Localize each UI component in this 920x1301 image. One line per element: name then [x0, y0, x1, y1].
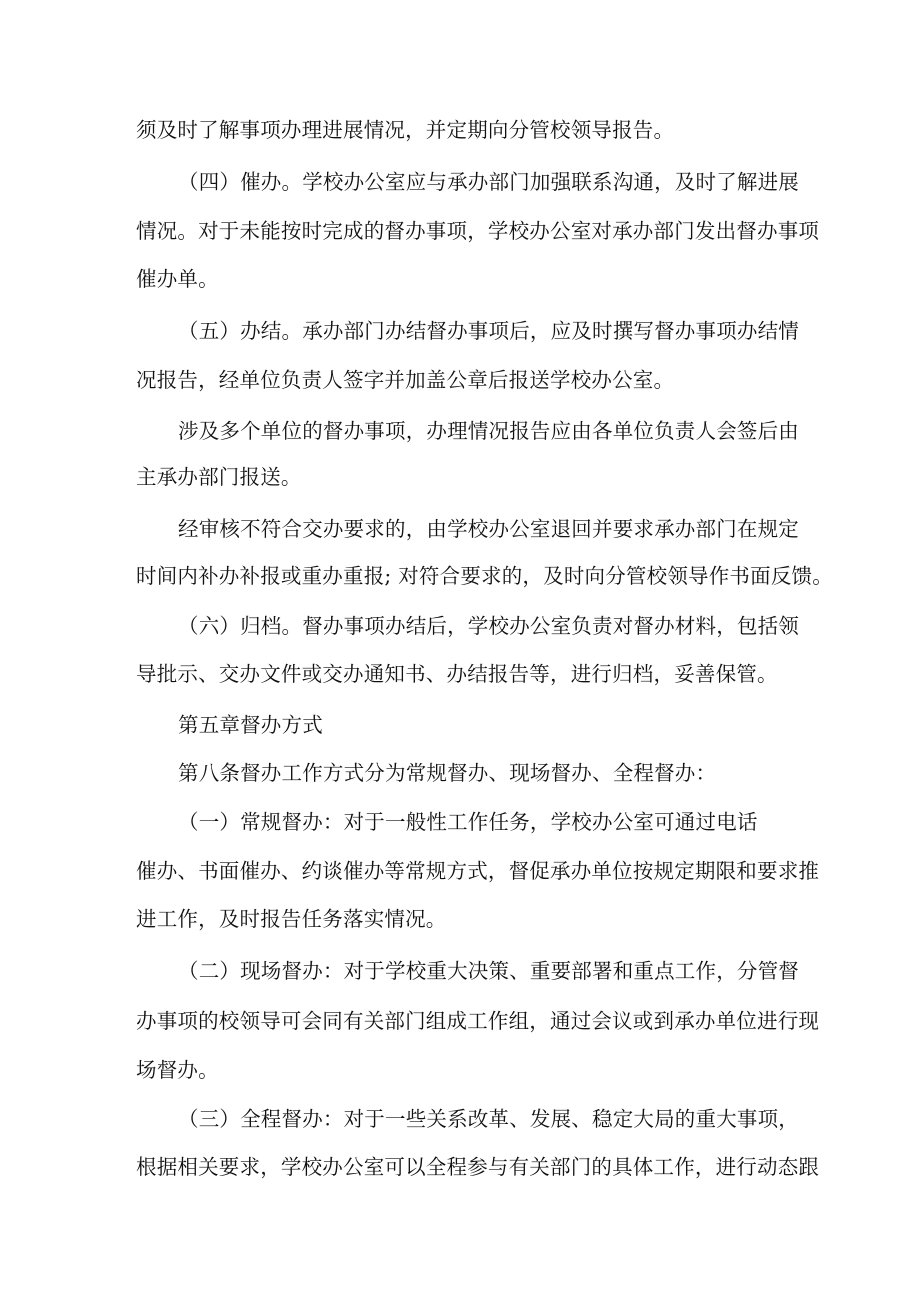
text-line: 根据相关要求，学校办公室可以全程参与有关部门的具体工作，进行动态跟	[136, 1155, 820, 1179]
text-line: 况报告，经单位负责人签字并加盖公章后报送学校办公室。	[136, 368, 675, 392]
text-line: 情况。对于未能按时完成的督办事项，学校办公室对承办部门发出督办事项	[136, 219, 820, 243]
text-line: 催办单。	[136, 267, 219, 291]
text-line: 场督办。	[136, 1058, 219, 1082]
text-line: 进工作，及时报告任务落实情况。	[136, 907, 447, 931]
text-line: （三）全程督办：对于一些关系改革、发展、稳定大局的重大事项，	[178, 1107, 799, 1131]
text-line: 涉及多个单位的督办事项，办理情况报告应由各单位负责人会签后由	[178, 419, 799, 443]
text-line: 时间内补办补报或重办重报; 对符合要求的，及时向分管校领导作书面反馈。	[136, 564, 833, 588]
text-line: （二）现场督办：对于学校重大决策、重要部署和重点工作，分管督	[178, 959, 799, 983]
text-line: （五）办结。承办部门办结督办事项后，应及时撰写督办事项办结情	[178, 319, 799, 343]
chapter-heading: 第五章督办方式	[178, 713, 323, 737]
text-line: （四）催办。学校办公室应与承办部门加强联系沟通，及时了解进展	[178, 170, 799, 194]
text-line: 办事项的校领导可会同有关部门组成工作组，通过会议或到承办单位进行现	[136, 1009, 820, 1033]
article-heading: 第八条督办工作方式分为常规督办、现场督办、全程督办：	[178, 761, 717, 785]
text-line: 催办、书面催办、约谈催办等常规方式，督促承办单位按规定期限和要求推	[136, 859, 820, 883]
text-line: 主承办部门报送。	[136, 465, 302, 489]
text-line: （一）常规督办：对于一般性工作任务，学校办公室可通过电话	[178, 810, 758, 834]
text-line: 经审核不符合交办要求的，由学校办公室退回并要求承办部门在规定	[178, 517, 799, 541]
text-line: （六）归档。督办事项办结后，学校办公室负责对督办材料，包括领	[178, 614, 799, 638]
text-line: 导批示、交办文件或交办通知书、办结报告等，进行归档，妥善保管。	[136, 662, 778, 686]
text-line: 须及时了解事项办理进展情况，并定期向分管校领导报告。	[136, 118, 675, 142]
